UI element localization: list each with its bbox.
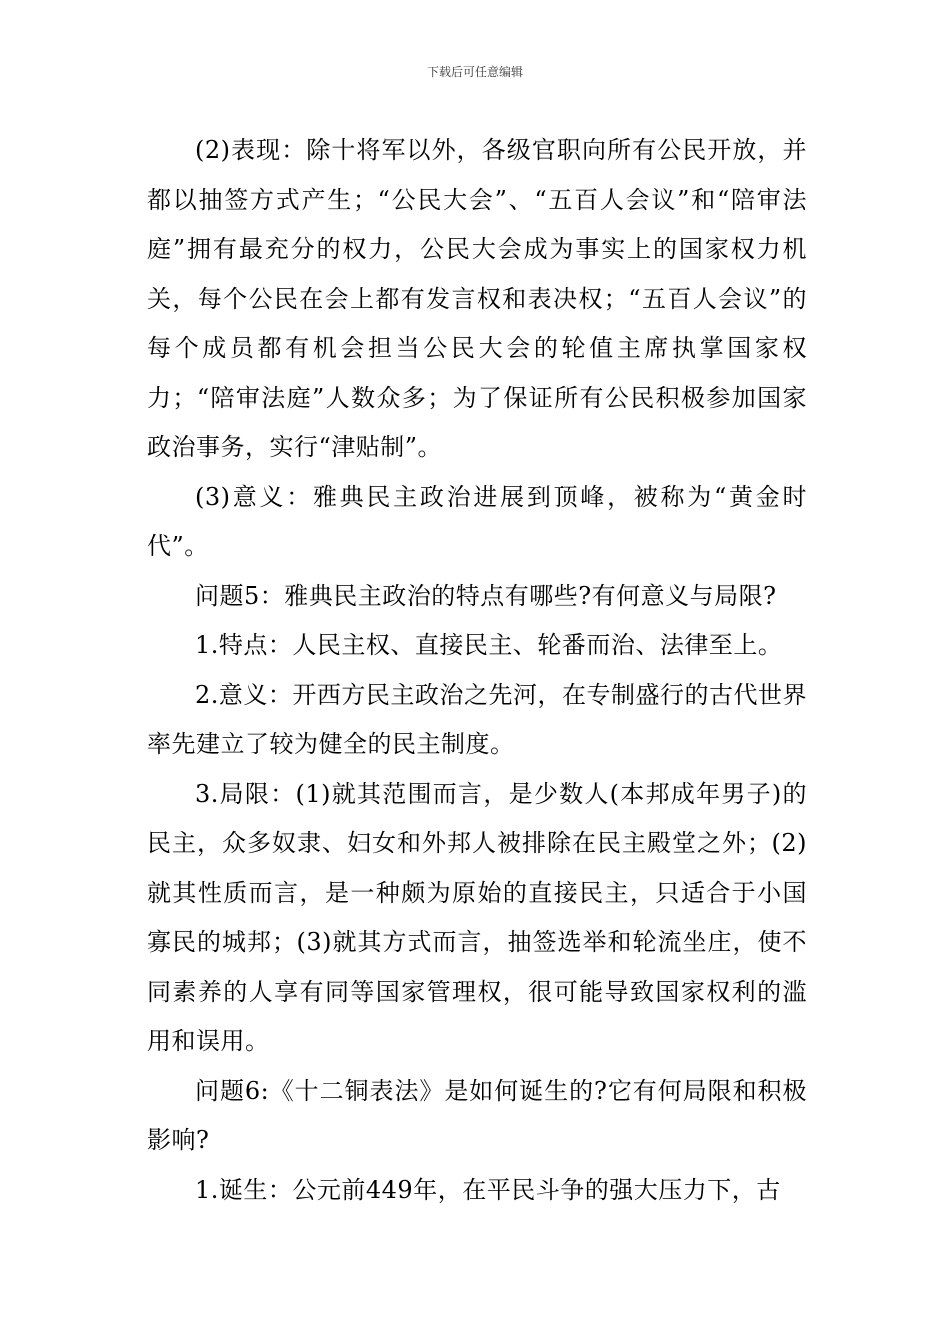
document-body <box>147 126 807 1215</box>
question-5-heading: 问题5：雅典民主政治的特点有哪些?有何意义与局限? <box>195 581 777 610</box>
question-6-heading: 问题6:《十二铜表法》是如何诞生的?它有何局限和积极影响? <box>147 1076 807 1154</box>
paragraph-features: 1.特点：人民主权、直接民主、轮番而治、法律至上。 <box>195 631 783 659</box>
page-header-note: 下载后可任意编辑 <box>426 65 523 79</box>
paragraph-birth: 1.诞生：公元前449年，在平民斗争的强大压力下，古 <box>195 1175 781 1204</box>
paragraph-limitations: 3.局限：(1)就其范围而言，是少数人(本邦成年男子)的民主，众多奴隶、妇女和外邦人被排除在民主殿堂之外；(2)就其性质而言，是一种颇为原始的直接民主，只适合于小国寡民的城邦；(3)就其方式而言，抽签选举和轮流坐庄，使不同素养的人享有同等国家管理权，很可能导致国家权利的滥用和误用。 <box>147 779 807 1055</box>
paragraph-significance: (3)意义：雅典民主政治进展到顶峰，被称为“黄金时代”。 <box>147 482 807 560</box>
paragraph-meaning: 2.意义：开西方民主政治之先河，在专制盛行的古代世界率先建立了较为健全的民主制度。 <box>147 680 807 758</box>
paragraph-performance: (2)表现：除十将军以外，各级官职向所有公民开放，并都以抽签方式产生；“公民大会”、“五百人会议”和“陪审法庭”拥有最充分的权力，公民大会成为事实上的国家权力机关，每个公民在会上都有发言权和表决权；“五百人会议”的每个成员都有机会担当公民大会的轮值主席执掌国家权力；“陪审法庭”人数众多；为了保证所有公民积极参加国家政治事务，实行“津贴制”。 <box>147 136 807 461</box>
